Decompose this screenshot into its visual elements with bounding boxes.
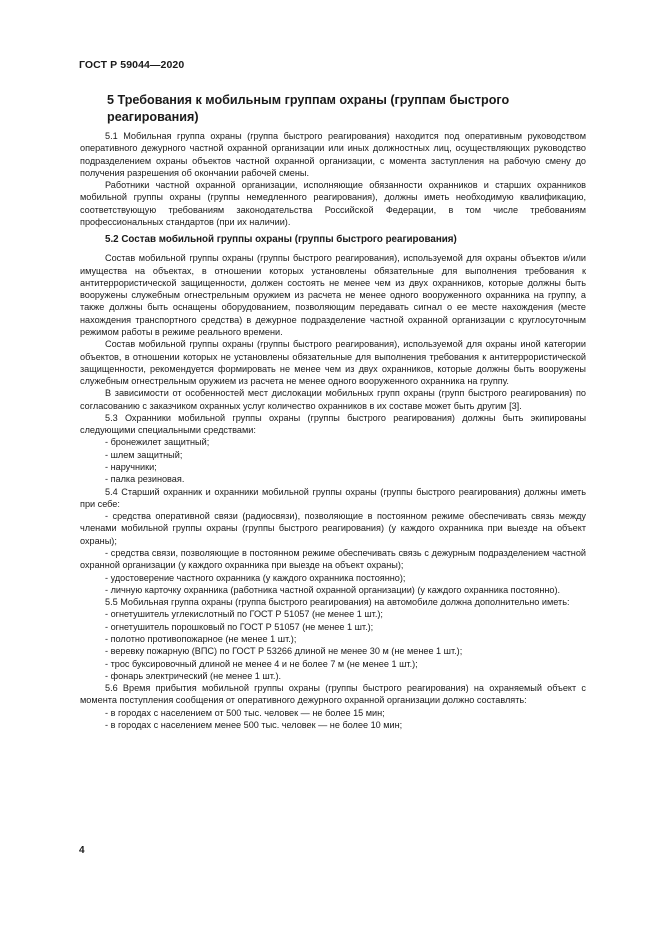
list-item: - веревку пожарную (ВПС) по ГОСТ Р 53266 длиной не менее 30 м (не менее 1 шт.); xyxy=(105,646,463,657)
list-item: - палка резиновая. xyxy=(105,474,185,485)
list-item: - бронежилет защитный; xyxy=(105,437,210,448)
list-item: - наручники; xyxy=(105,462,157,473)
document-body xyxy=(80,130,586,731)
paragraph-group-composition: Состав мобильной группы охраны (группы быстрого реагирования), используемой для охраны объектов и/или имущества на объектах, в отношении которых установлены обязательные для выполнения требования к антитеррористической защищенности, должен состоять не менее чем из двух охранников, которые должны быть вооружены служебным огнестрельным оружием из расчета не менее одного вооруженного охранника на группу, а также должны быть оснащены оборудованием, позволяющим передавать сигнал о ее месте нахождения (месте нахождения транспортного средства) в дежурное подразделение частной охранной организации с круглосуточным режимом работы в режиме реального времени. xyxy=(80,253,586,337)
paragraph-other-objects: Состав мобильной группы охраны (группы быстрого реагирования), используемой для охраны иной категории объектов, в отношении которых не установлены обязательные для выполнения требования к антитеррористической защищенности, рекомендуется формировать не менее чем из двух охранников, которые должны быть вооружены служебным огнестрельным оружием из расчета не менее одного вооруженного охранника на группу. xyxy=(80,339,586,387)
list-item: - огнетушитель порошковый по ГОСТ Р 51057 (не менее 1 шт.); xyxy=(105,621,374,632)
list-item: - средства связи, позволяющие в постоянном режиме обеспечивать связь с дежурным подразделением частной охранной организации (у каждого охранника при выезде на объект охраны); xyxy=(80,548,586,571)
list-item: - средства оперативной связи (радиосвязи), позволяющие в постоянном режиме обеспечивать связь между членами мобильной группы охраны (группы быстрого реагирования) (у каждого охранника при выезде на объект охраны); xyxy=(80,511,586,546)
paragraph-5-5: 5.5 Мобильная группа охраны (группа быстрого реагирования) на автомобиле должна дополнительно иметь: xyxy=(105,597,570,608)
paragraph-5-4: 5.4 Старший охранник и охранники мобильной группы охраны (группы быстрого реагирования) должны иметь при себе: xyxy=(80,486,586,509)
list-item: - фонарь электрический (не менее 1 шт.). xyxy=(105,670,282,681)
subsection-title-5-2: 5.2 Состав мобильной группы охраны (группы быстрого реагирования) xyxy=(105,234,457,246)
document-standard-id: ГОСТ Р 59044—2020 xyxy=(79,59,185,71)
list-item: - в городах с населением от 500 тыс. человек — не более 15 мин; xyxy=(105,707,385,718)
list-item: - шлем защитный; xyxy=(105,449,183,460)
list-item: - личную карточку охранника (работника частной охранной организации) (у каждого охранника постоянно). xyxy=(105,584,561,595)
paragraph-dislocation: В зависимости от особенностей мест дислокации мобильных групп охраны (групп быстрого реагирования) по согласованию с заказчиком охранных услуг количество охранников в их составе может быть другим [3]. xyxy=(80,388,586,411)
list-item: - трос буксировочный длиной не менее 4 и не более 7 м (не менее 1 шт.); xyxy=(105,658,418,669)
list-item: - полотно противопожарное (не менее 1 шт.); xyxy=(105,633,297,644)
paragraph-5-6: 5.6 Время прибытия мобильной группы охраны (группы быстрого реагирования) на охраняемый объект с момента поступления сообщения от оперативного дежурного охранной организации должно составлять: xyxy=(80,683,586,706)
page-number: 4 xyxy=(79,845,85,856)
paragraph-5-3: 5.3 Охранники мобильной группы охраны (группы быстрого реагирования) должны быть экипированы следующими специальными средствами: xyxy=(80,412,586,436)
list-item: - удостоверение частного охранника (у каждого охранника постоянно); xyxy=(105,572,406,583)
paragraph-staff-qualification: Работники частной охранной организации, исполняющие обязанности охранников и старших охранников мобильной группы охраны (группы немедленного реагирования), должны иметь необходимую квалификацию, соответствующую требованиям законодательства Российской Федерации, в том числе требованиям профессиональных стандартов (при их наличии). xyxy=(80,180,586,227)
section-title: 5 Требования к мобильным группам охраны (группам быстрого реагирования) xyxy=(107,93,510,124)
list-item: - в городах с населением менее 500 тыс. человек — не более 10 мин; xyxy=(105,719,403,730)
list-item: - огнетушитель углекислотный по ГОСТ Р 51057 (не менее 1 шт.); xyxy=(105,609,383,620)
paragraph-5-1: 5.1 Мобильная группа охраны (группа быстрого реагирования) находится под оперативным руководством оперативного дежурного частной охранной организации или иных должностных лиц, осуществляющих руководство подразделением охраны объектов частной охранной организации, с момента заступления на рабочую смену до получения разрешения об окончании рабочей смены. xyxy=(80,131,586,178)
